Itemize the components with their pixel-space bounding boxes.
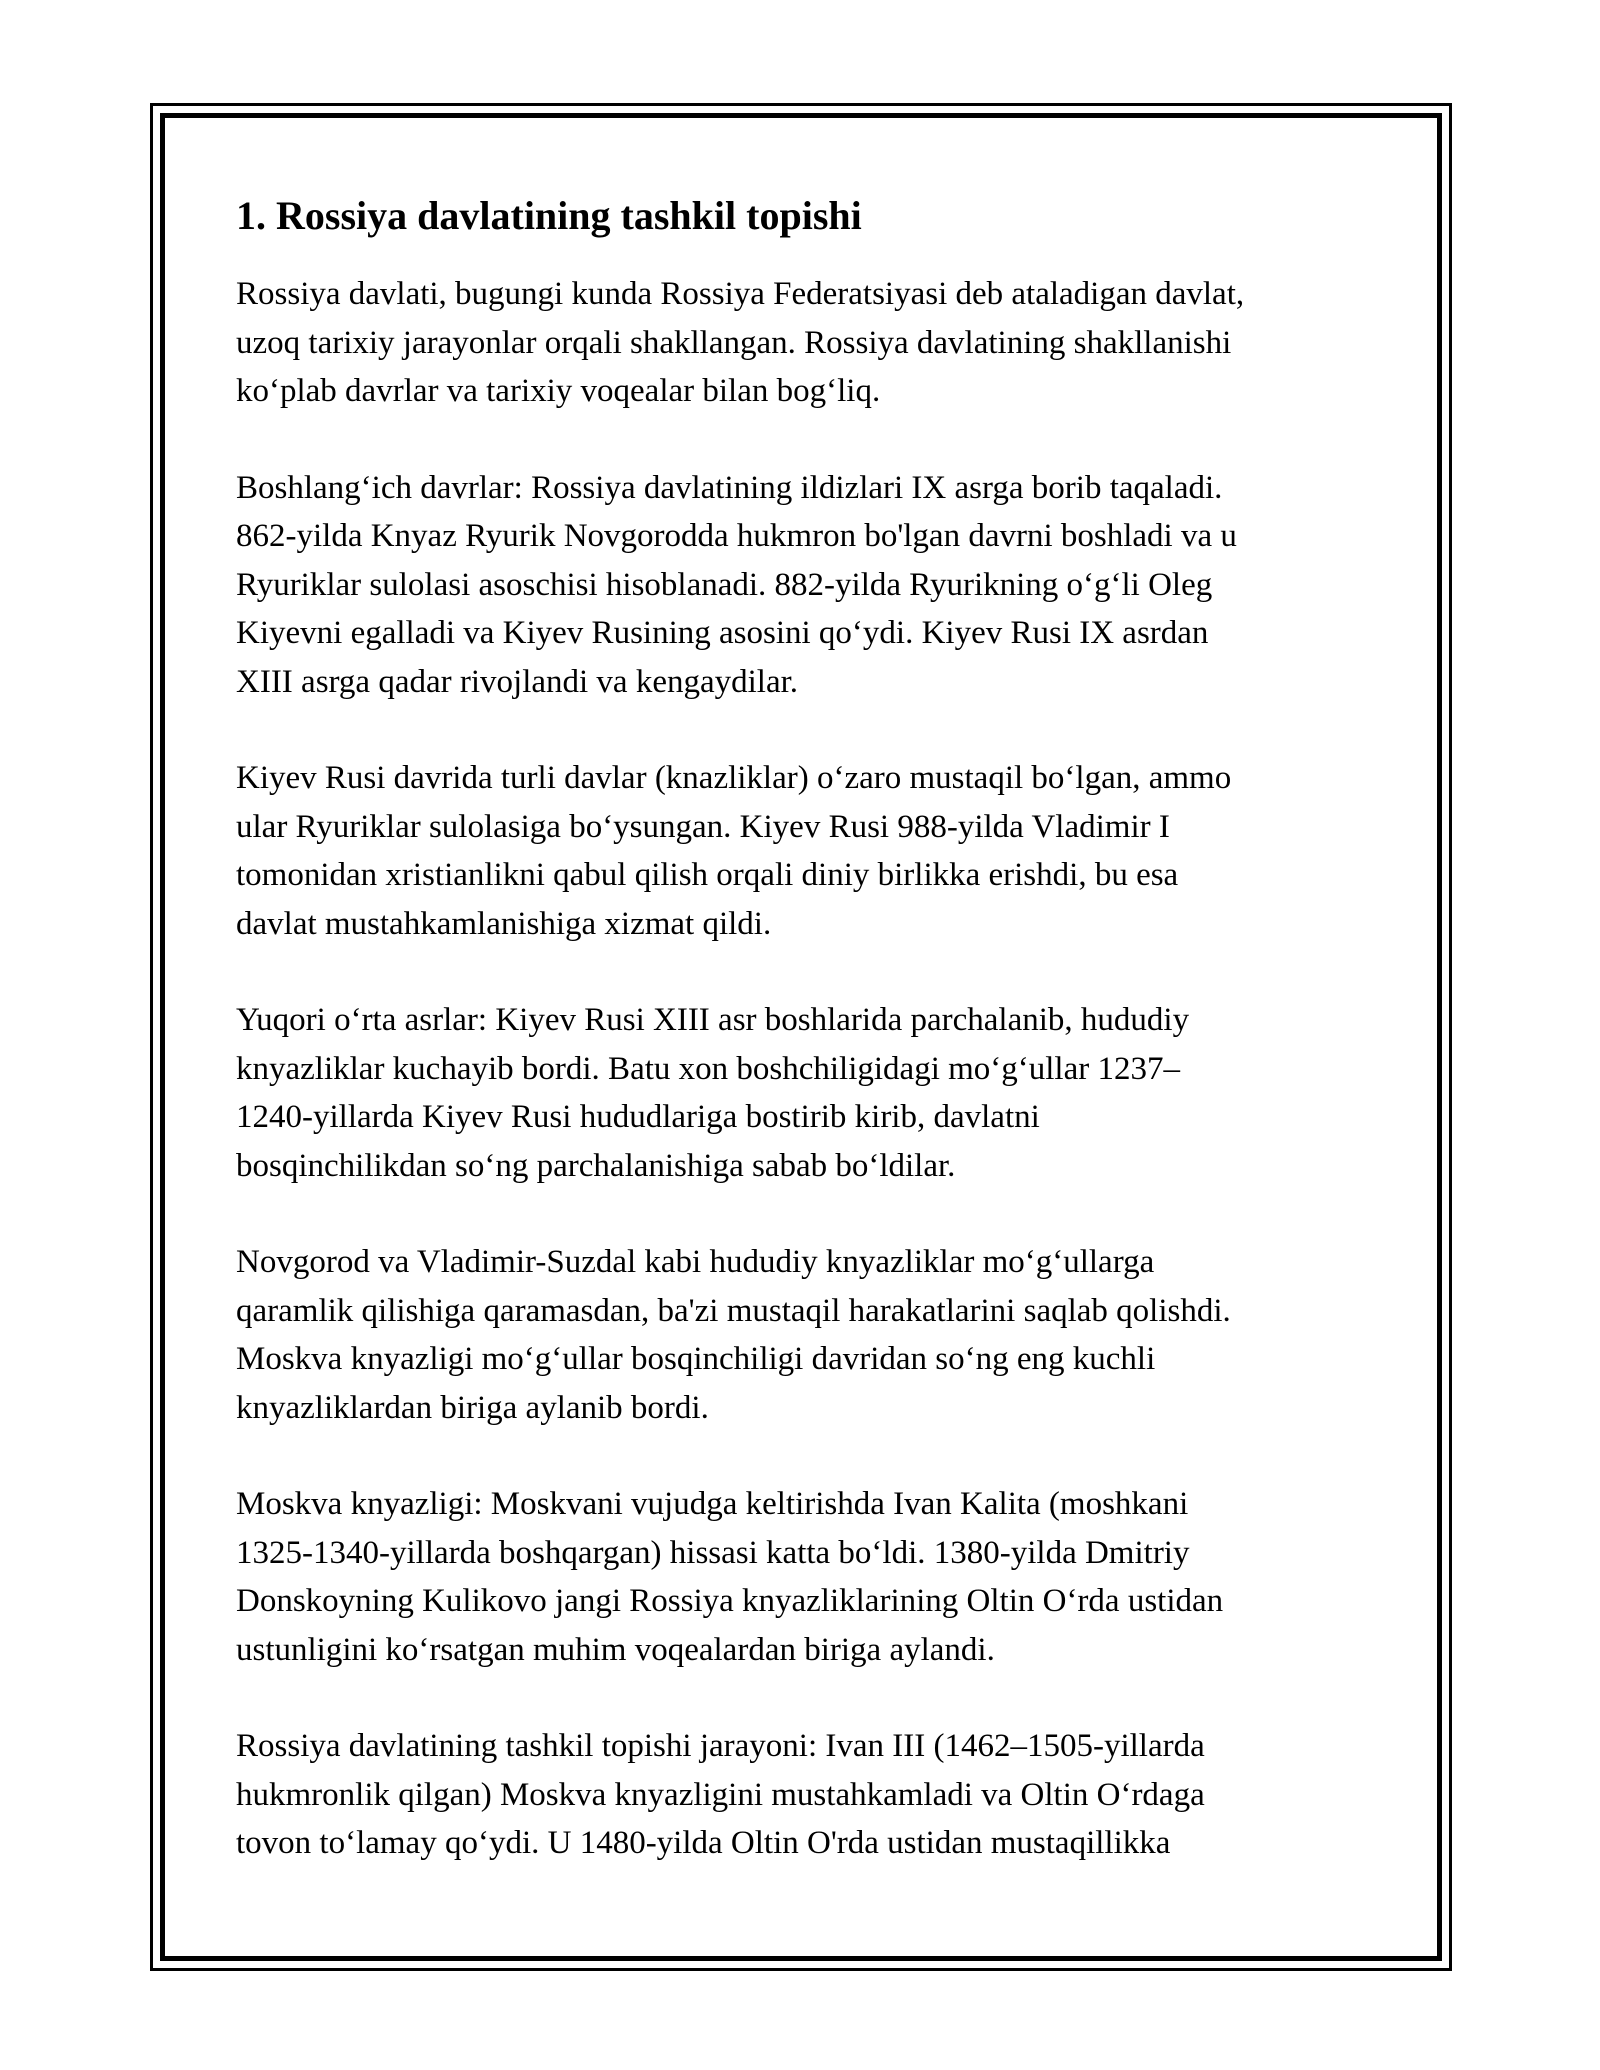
paragraph-line: Rossiya davlati, bugungi kunda Rossiya Federatsiyasi deb ataladigan davlat, (236, 276, 1245, 312)
paragraph-line: ular Ryuriklar sulolasiga bo‘ysungan. Kiyev Rusi 988-yilda Vladimir I (236, 808, 1170, 845)
paragraph-line: Novgorod va Vladimir-Suzdal kabi hududiy knyazliklar mo‘g‘ullarga (236, 1244, 1155, 1280)
paragraph-line: Kiyev Rusi davrida turli davlar (knazliklar) o‘zaro mustaqil bo‘lgan, ammo (236, 760, 1232, 796)
paragraph-line: bosqinchilikdan so‘ng parchalanishiga sabab bo‘ldilar. (236, 1147, 956, 1184)
paragraph-line: 862-yilda Knyaz Ryurik Novgorodda hukmron bo'lgan davrni boshladi va u (236, 518, 1237, 554)
paragraph (236, 464, 1376, 707)
paragraph-line: Ryuriklar sulolasi asoschisi hisoblanadi. 882-yilda Ryurikning o‘g‘li Oleg (236, 566, 1213, 603)
paragraph-line: tomonidan xristianlikni qabul qilish orqali diniy birlikka erishdi, bu esa (236, 857, 1179, 893)
paragraph-line: 1240-yillarda Kiyev Rusi hududlariga bostirib kirib, davlatni (236, 1099, 1040, 1135)
paragraph-line: ustunligini ko‘rsatgan muhim voqealardan biriga aylandi. (236, 1631, 995, 1668)
paragraph-line: Moskva knyazligi: Moskvani vujudga keltirishda Ivan Kalita (moshkani (236, 1486, 1189, 1522)
paragraph (236, 1238, 1376, 1432)
paragraph-line: Yuqori o‘rta asrlar: Kiyev Rusi XIII asr boshlarida parchalanib, hududiy (236, 1002, 1190, 1038)
paragraph-line: knyazliklardan biriga aylanib bordi. (236, 1389, 709, 1426)
document-title: 1. Rossiya davlatining tashkil topishi (236, 193, 862, 238)
document-body (236, 188, 1376, 1916)
paragraph-line: hukmronlik qilgan) Moskva knyazligini mustahkamladi va Oltin O‘rdaga (236, 1776, 1205, 1813)
paragraph-line: Donskoyning Kulikovo jangi Rossiya knyazliklarining Oltin O‘rda ustidan (236, 1583, 1224, 1619)
paragraph-line: uzoq tarixiy jarayonlar orqali shakllangan. Rossiya davlatining shakllanishi (236, 324, 1232, 361)
paragraph-line: Moskva knyazligi mo‘g‘ullar bosqinchiligi davridan so‘ng eng kuchli (236, 1341, 1156, 1377)
paragraph-line: 1325-1340-yillarda boshqargan) hissasi katta bo‘ldi. 1380-yilda Dmitriy (236, 1534, 1190, 1571)
paragraph (236, 996, 1376, 1190)
paragraph-line: ko‘plab davrlar va tarixiy voqealar bilan bog‘liq. (236, 373, 881, 409)
paragraph-line: Kiyevni egalladi va Kiyev Rusining asosini qo‘ydi. Kiyev Rusi IX asrdan (236, 615, 1209, 651)
paragraph-line: qaramlik qilishiga qaramasdan, ba'zi mustaqil harakatlarini saqlab qolishdi. (236, 1292, 1231, 1329)
paragraph-line: davlat mustahkamlanishiga xizmat qildi. (236, 905, 772, 942)
paragraph (236, 754, 1376, 948)
paragraph (236, 1722, 1376, 1868)
paragraph-line: knyazliklar kuchayib bordi. Batu xon boshchiligidagi mo‘g‘ullar 1237– (236, 1050, 1180, 1087)
paragraph (236, 1480, 1376, 1674)
paragraph (236, 270, 1376, 416)
paragraph-list (236, 270, 1376, 1868)
paragraph-line: Boshlang‘ich davrlar: Rossiya davlatining ildizlari IX asrga borib taqaladi. (236, 469, 1223, 506)
paragraph-line: Rossiya davlatining tashkil topishi jarayoni: Ivan III (1462–1505-yillarda (236, 1728, 1205, 1764)
paragraph-line: XIII asrga qadar rivojlandi va kengaydilar. (236, 663, 799, 700)
paragraph-line: tovon to‘lamay qo‘ydi. U 1480-yilda Oltin O'rda ustidan mustaqillikka (236, 1825, 1171, 1861)
